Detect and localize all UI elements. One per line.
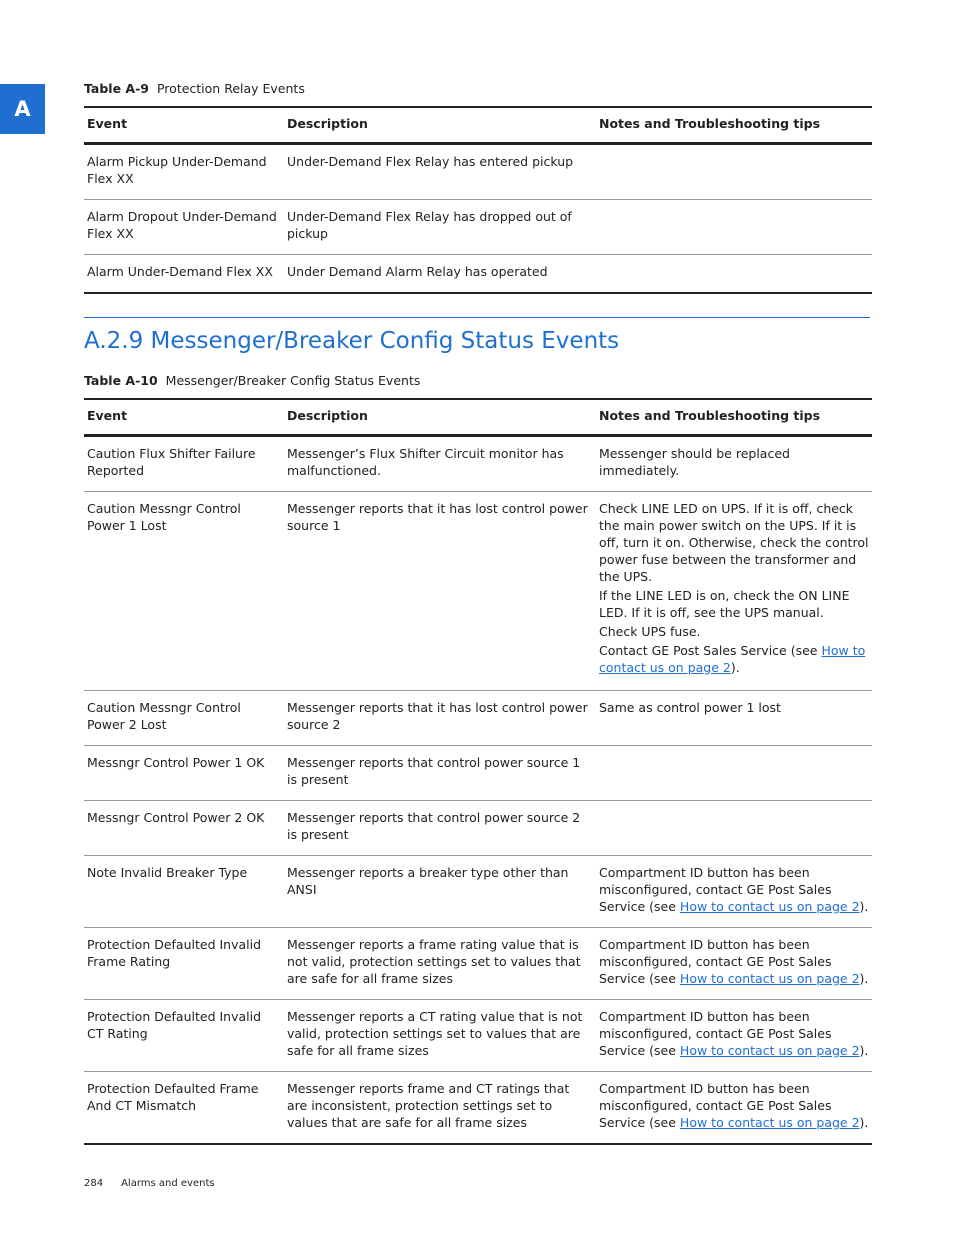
troubleshooting-step: Check LINE LED on UPS. If it is off, check the main power switch on the UPS. If it is off, turn it on. Otherwise, check the control power fuse between the transformer and the UPS. <box>599 501 869 584</box>
event-cell: Messngr Control Power 2 OK <box>84 801 284 856</box>
table-caption <box>84 372 420 389</box>
description-cell: Under-Demand Flex Relay has entered pickup <box>284 144 596 200</box>
column-header-notes: Notes and Troubleshooting tips <box>596 399 872 436</box>
troubleshooting-step: If the LINE LED is on, check the ON LINE LED. If it is off, see the UPS manual. <box>599 588 850 620</box>
notes-text: ). <box>859 1043 869 1058</box>
notes-cell <box>596 255 872 294</box>
table-row <box>84 801 872 856</box>
table-row <box>84 856 872 928</box>
table-caption <box>84 80 305 97</box>
notes-cell <box>596 492 872 691</box>
description-cell: Under-Demand Flex Relay has dropped out of pickup <box>284 200 596 255</box>
table-header-row <box>84 399 872 436</box>
notes-cell <box>596 928 872 1000</box>
event-cell: Alarm Under-Demand Flex XX <box>87 264 273 279</box>
event-cell: Alarm Pickup Under-Demand Flex XX <box>84 144 284 200</box>
table-caption-text: Messenger/Breaker Config Status Events <box>165 373 421 388</box>
table-caption-label: Table A-9 <box>84 81 149 96</box>
table-header-row <box>84 107 872 144</box>
table-row <box>84 144 872 200</box>
description-cell: Messenger reports a breaker type other than ANSI <box>284 856 596 928</box>
contact-us-link[interactable]: How to contact us on page 2 <box>679 1043 860 1058</box>
table-caption-label: Table A-10 <box>84 373 158 388</box>
notes-cell: Messenger should be replaced immediately. <box>596 436 872 492</box>
event-cell: Note Invalid Breaker Type <box>84 856 284 928</box>
section-title: A.2.9 Messenger/Breaker Config Status Events <box>84 328 620 354</box>
footer-section-name: Alarms and events <box>121 1178 215 1189</box>
table-row <box>84 1000 872 1072</box>
column-header-event: Event <box>84 107 284 144</box>
table-row <box>84 436 872 492</box>
table-row <box>84 492 872 691</box>
description-cell: Under Demand Alarm Relay has operated <box>287 264 548 279</box>
troubleshooting-step <box>599 642 869 676</box>
description-cell: Messenger reports that it has lost control power source 1 <box>284 492 596 691</box>
event-cell: Alarm Dropout Under-Demand Flex XX <box>84 200 284 255</box>
event-cell: Protection Defaulted Invalid CT Rating <box>84 1000 284 1072</box>
notes-text: ). <box>859 1115 869 1130</box>
notes-cell <box>596 801 872 856</box>
event-cell: Caution Messngr Control Power 2 Lost <box>84 691 284 746</box>
event-cell: Protection Defaulted Invalid Frame Rating <box>84 928 284 1000</box>
contact-us-link[interactable]: How to contact us on page 2 <box>679 899 860 914</box>
messenger-breaker-config-events-table <box>84 398 872 1145</box>
notes-cell <box>596 1000 872 1072</box>
description-cell: Messenger reports a CT rating value that is not valid, protection settings set to values that are safe for all frame sizes <box>284 1000 596 1072</box>
notes-text: ). <box>859 899 869 914</box>
column-header-event: Event <box>84 399 284 436</box>
notes-cell <box>596 144 872 200</box>
notes-text: ). <box>859 971 869 986</box>
section-divider <box>84 317 870 318</box>
description-cell: Messenger reports a frame rating value that is not valid, protection settings set to values that are safe for all frame sizes <box>284 928 596 1000</box>
notes-text: Compartment ID button has been misconfigured, contact GE Post Sales Service (see <box>599 937 832 986</box>
contact-us-link[interactable]: How to contact us on page 2 <box>679 971 860 986</box>
column-header-description: Description <box>284 399 596 436</box>
notes-cell <box>596 1072 872 1145</box>
contact-us-link[interactable]: How to contact us on page 2 <box>679 1115 860 1130</box>
description-cell: Messenger reports that control power source 2 is present <box>284 801 596 856</box>
table-row <box>84 200 872 255</box>
table-row <box>84 928 872 1000</box>
event-cell: Protection Defaulted Frame And CT Mismatch <box>87 1081 259 1113</box>
protection-relay-events-table <box>84 106 872 294</box>
notes-cell <box>596 746 872 801</box>
troubleshooting-step: Check UPS fuse. <box>599 624 701 639</box>
notes-cell <box>596 856 872 928</box>
table-row <box>84 746 872 801</box>
description-cell: Messenger reports that it has lost control power source 2 <box>284 691 596 746</box>
page-footer <box>84 1175 215 1192</box>
notes-cell <box>596 200 872 255</box>
event-cell: Caution Messngr Control Power 1 Lost <box>84 492 284 691</box>
contact-us-link[interactable]: How to contact us on page 2 <box>599 643 866 675</box>
event-cell: Messngr Control Power 1 OK <box>84 746 284 801</box>
column-header-description: Description <box>284 107 596 144</box>
description-cell: Messenger reports frame and CT ratings that are inconsistent, protection settings set to values that are safe for all frame sizes <box>287 1081 570 1130</box>
notes-cell: Same as control power 1 lost <box>596 691 872 746</box>
event-cell: Caution Flux Shifter Failure Reported <box>84 436 284 492</box>
notes-text: Compartment ID button has been misconfigured, contact GE Post Sales Service (see <box>599 1009 832 1058</box>
notes-text: ). <box>730 660 740 675</box>
notes-text: Contact GE Post Sales Service (see <box>599 643 822 658</box>
page-number: 284 <box>84 1178 104 1189</box>
notes-text: Compartment ID button has been misconfigured, contact GE Post Sales Service (see <box>599 1081 832 1130</box>
table-row <box>84 255 872 294</box>
table-caption-text: Protection Relay Events <box>156 81 305 96</box>
table-row <box>84 691 872 746</box>
description-cell: Messenger reports that control power source 1 is present <box>284 746 596 801</box>
description-cell: Messenger’s Flux Shifter Circuit monitor has malfunctioned. <box>284 436 596 492</box>
notes-text: Compartment ID button has been misconfigured, contact GE Post Sales Service (see <box>599 865 832 914</box>
table-row <box>84 1072 872 1145</box>
chapter-tab: A <box>0 84 45 134</box>
column-header-notes: Notes and Troubleshooting tips <box>596 107 872 144</box>
